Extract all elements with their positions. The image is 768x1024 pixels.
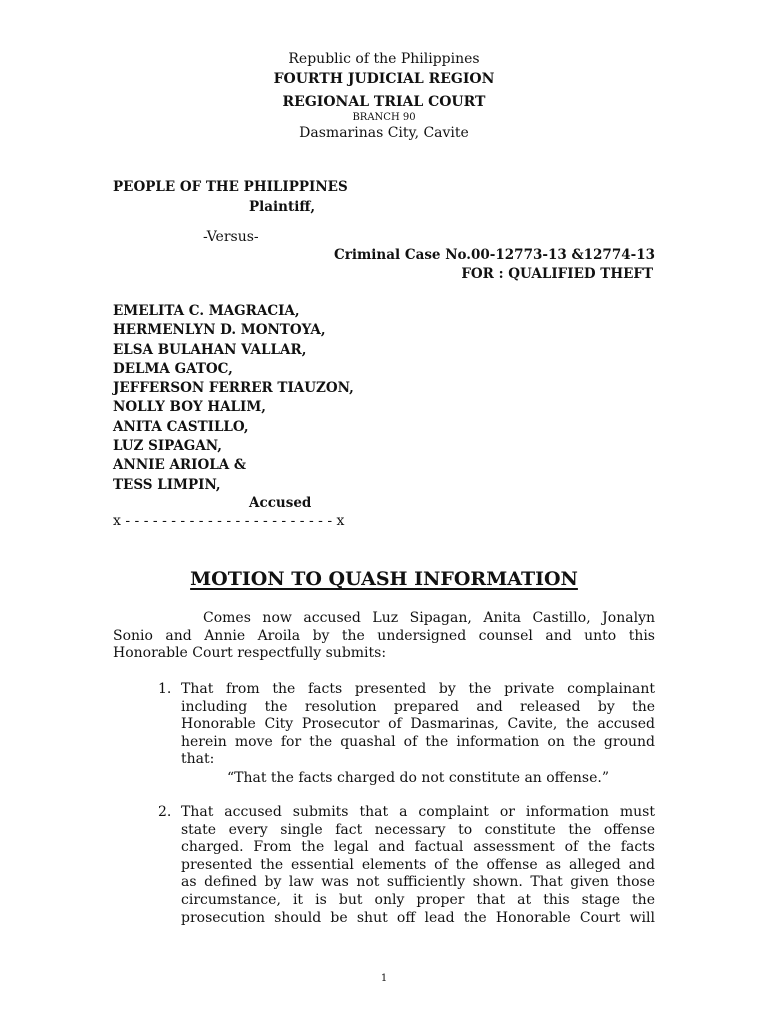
item-line: state every single fact necessary to constitute the offense	[181, 821, 655, 838]
accused-name: ANITA CASTILLO,	[113, 418, 249, 435]
item-number: 1.	[158, 681, 172, 697]
accused-name: TESS LIMPIN,	[113, 476, 221, 493]
item-line: herein move for the quashal of the information on the ground	[181, 733, 655, 750]
court-line: REGIONAL TRIAL COURT	[282, 94, 486, 110]
caption-divider: x - - - - - - - - - - - - - - - - - - - - - - - x	[113, 513, 345, 529]
city-line: Dasmarinas City, Cavite	[299, 125, 469, 141]
intro-paragraph	[113, 610, 655, 663]
accused-list	[113, 302, 354, 495]
republic-line: Republic of the Philippines	[288, 51, 480, 67]
accused-name: LUZ SIPAGAN,	[113, 438, 222, 455]
intro-line: Sonio and Annie Aroila by the undersigned counsel and unto this	[113, 627, 655, 644]
item-line: circumstance, it is but only proper that at this stage the	[181, 891, 655, 908]
document-title: MOTION TO QUASH INFORMATION	[190, 568, 578, 590]
item-number: 2.	[158, 804, 172, 820]
accused-label: Accused	[249, 495, 312, 511]
intro-line: Honorable Court respectfully submits:	[113, 645, 387, 662]
item-line: That accused submits that a complaint or information must	[181, 804, 655, 820]
accused-name: JEFFERSON FERRER TIAUZON,	[113, 380, 354, 397]
accused-name: DELMA GATOC,	[113, 360, 233, 377]
item-line: that:	[181, 751, 215, 768]
accused-name: NOLLY BOY HALIM,	[113, 399, 266, 416]
intro-line: Comes now accused Luz Sipagan, Anita Castillo, Jonalyn	[203, 610, 655, 626]
branch-line: BRANCH 90	[352, 112, 416, 123]
plaintiff-label: Plaintiff,	[249, 199, 316, 215]
item-line: presented the essential elements of the offense as alleged and	[181, 856, 655, 873]
accused-name: HERMENLYN D. MONTOYA,	[113, 322, 326, 339]
accused-name: ANNIE ARIOLA &	[113, 457, 247, 474]
versus-label: -Versus-	[203, 229, 259, 245]
item-1-quote: “That the facts charged do not constitute an offense.”	[227, 770, 610, 786]
case-offense: FOR : QUALIFIED THEFT	[461, 266, 653, 282]
accused-name: EMELITA C. MAGRACIA,	[113, 303, 300, 319]
plaintiff-name: PEOPLE OF THE PHILIPPINES	[113, 179, 348, 195]
item-line: That from the facts presented by the private complainant	[181, 681, 655, 697]
item-line: charged. From the legal and factual assessment of the facts	[181, 839, 655, 856]
item-2-text	[181, 804, 655, 927]
item-1-text	[181, 681, 655, 769]
item-line: including the resolution prepared and released by the	[181, 698, 655, 715]
item-line: as defined by law was not sufficiently shown. That given those	[181, 874, 655, 891]
page-number: 1	[380, 973, 388, 984]
item-line: Honorable City Prosecutor of Dasmarinas, Cavite, the accused	[181, 716, 655, 733]
item-line: prosecution should be shut off lead the Honorable Court will	[181, 909, 655, 926]
accused-name: ELSA BULAHAN VALLAR,	[113, 341, 307, 358]
case-number: Criminal Case No.00-12773-13 &12774-13	[334, 247, 655, 263]
region-line: FOURTH JUDICIAL REGION	[273, 71, 495, 87]
